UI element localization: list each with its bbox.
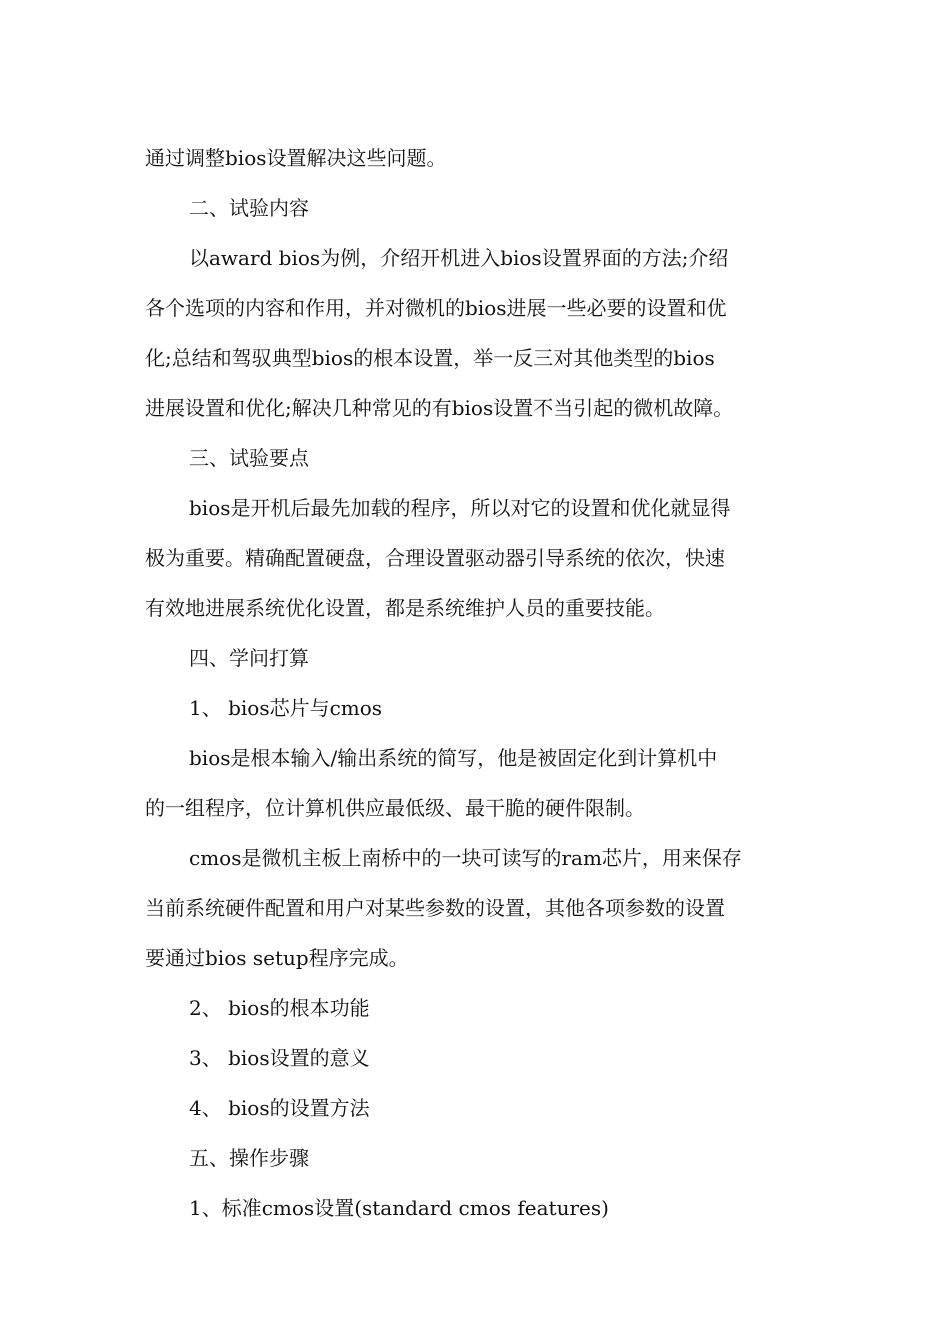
paragraph-line: bios是开机后最先加载的程序，所以对它的设置和优化就显得: [189, 496, 731, 520]
paragraph-line: 极为重要。精确配置硬盘，合理设置驱动器引导系统的依次，快速: [145, 546, 725, 570]
subheading-1: 1、 bios芯片与cmos: [189, 696, 383, 720]
paragraph-line: cmos是微机主板上南桥中的一块可读写的ram芯片，用来保存: [189, 846, 742, 870]
paragraph-line: 要通过bios setup程序完成。: [145, 946, 409, 970]
section-heading-4: 四、学问打算: [189, 646, 309, 670]
paragraph-line: 各个选项的内容和作用，并对微机的bios进展一些必要的设置和优: [145, 296, 727, 320]
subheading-2: 2、 bios的根本功能: [189, 996, 370, 1020]
subheading-3: 3、 bios设置的意义: [189, 1046, 370, 1070]
section-heading-5: 五、操作步骤: [189, 1146, 309, 1170]
section-heading-2: 二、试验内容: [189, 196, 309, 220]
paragraph-line: 有效地进展系统优化设置，都是系统维护人员的重要技能。: [145, 596, 665, 620]
subheading-4: 4、 bios的设置方法: [189, 1096, 370, 1120]
paragraph-line: 以award bios为例，介绍开机进入bios设置界面的方法;介绍: [189, 246, 729, 270]
subheading-step-1: 1、标准cmos设置(standard cmos features): [189, 1196, 609, 1220]
section-heading-3: 三、试验要点: [189, 446, 309, 470]
paragraph-line: 化;总结和驾驭典型bios的根本设置，举一反三对其他类型的bios: [145, 346, 715, 370]
paragraph-line: 的一组程序，位计算机供应最低级、最干脆的硬件限制。: [145, 796, 645, 820]
paragraph-line: 当前系统硬件配置和用户对某些参数的设置，其他各项参数的设置: [145, 896, 725, 920]
paragraph-continuation: 通过调整bios设置解决这些问题。: [145, 146, 447, 170]
document-body: [145, 133, 810, 1233]
paragraph-line: 进展设置和优化;解决几种常见的有bios设置不当引起的微机故障。: [145, 396, 734, 420]
paragraph-line: bios是根本输入/输出系统的简写，他是被固定化到计算机中: [189, 746, 718, 770]
